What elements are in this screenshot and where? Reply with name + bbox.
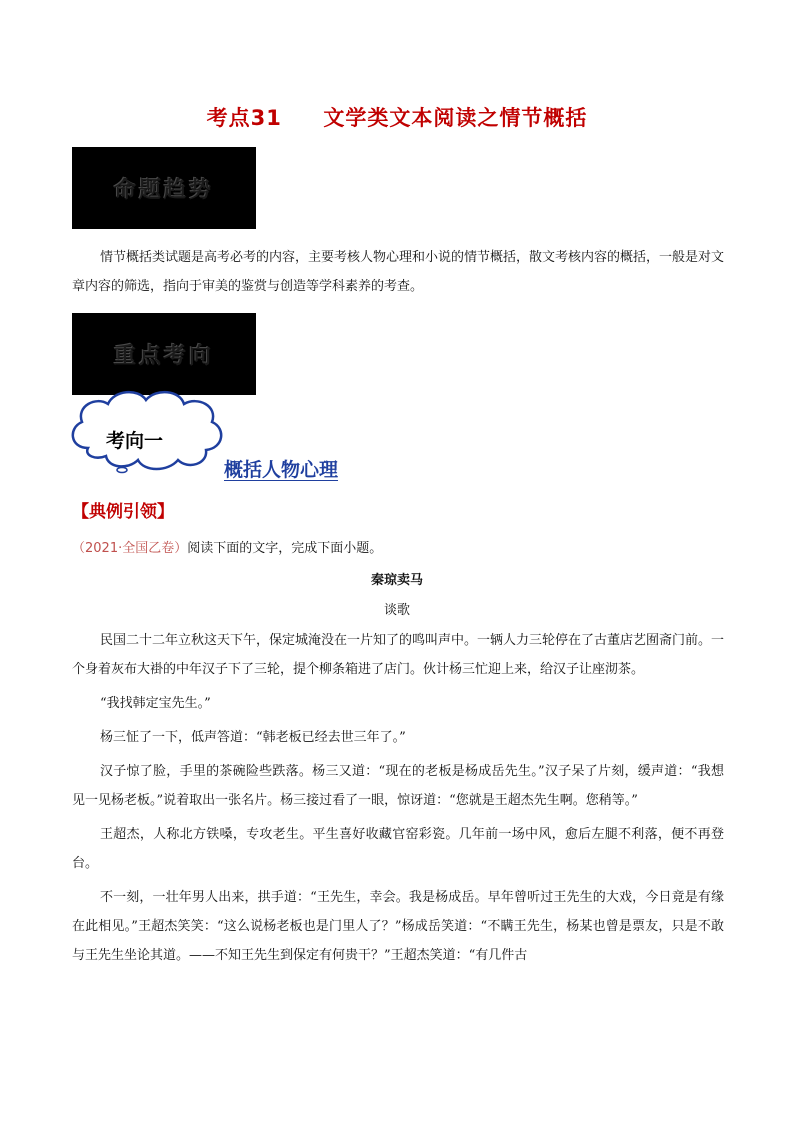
- story-paragraph: 杨三怔了一下，低声答道：“韩老板已经去世三年了。”: [100, 730, 406, 745]
- story-title: 秦琼卖马: [370, 573, 423, 588]
- focus-banner: [72, 313, 256, 395]
- section-heading: 概括人物心理: [224, 459, 339, 481]
- page-title: 考点31 文学类文本阅读之情节概括: [206, 106, 588, 130]
- exam-source: （2021·全国乙卷）: [72, 541, 188, 556]
- cloud-callout: [66, 386, 228, 478]
- instruction-text: 阅读下面的文字，完成下面小题。: [187, 541, 383, 556]
- story-paragraph: 民国二十二年立秋这天下午，保定城淹没在一片知了的鸣叫声中。一辆人力三轮停在了古董店艺囿斋门前。一个身着灰布大褂的中年汉子下了三轮，提个柳条箱进了店门。伙计杨三忙迎上来，给汉子让座沏茶。: [72, 633, 725, 677]
- story-author: 谈歌: [383, 603, 410, 618]
- trend-banner: [72, 147, 256, 229]
- trend-banner-label: 命题趋势: [113, 177, 214, 203]
- story-paragraph: 不一刻，一壮年男人出来，拱手道：“王先生，幸会。我是杨成岳。早年曾听过王先生的大戏，今日竟是有缘在此相见。”王超杰笑笑：“这么说杨老板也是门里人了？”杨成岳笑道：“不瞒王先生，杨某也曾是票友，只是不敢与王先生坐论其道。——不知王先生到保定有何贵干？”王超杰笑道：“有几件古: [72, 890, 724, 963]
- story-body: [72, 626, 724, 975]
- story-paragraph: “我找韩定宝先生。”: [100, 696, 211, 711]
- story-paragraph: 王超杰，人称北方铁嗓，专攻老生。平生喜好收藏官窑彩瓷。几年前一场中风，愈后左腿不利落，便不再登台。: [72, 827, 724, 871]
- intro-paragraph: 情节概括类试题是高考必考的内容，主要考核人物心理和小说的情节概括，散文考核内容的概括，一般是对文章内容的筛选，指向于审美的鉴赏与创造等学科素养的考查。: [72, 250, 725, 294]
- source-line: [72, 537, 382, 556]
- cloud-label: 考向一: [106, 430, 164, 452]
- story-paragraph: 汉子惊了脸，手里的茶碗险些跌落。杨三又道：“现在的老板是杨成岳先生。”汉子呆了片刻，缓声道：“我想见一见杨老板。”说着取出一张名片。杨三接过看了一眼，惊讶道：“您就是王超杰先生啊。您稍等。”: [72, 764, 724, 808]
- example-label: 【典例引领】: [72, 502, 174, 522]
- focus-banner-label: 重点考向: [113, 343, 214, 369]
